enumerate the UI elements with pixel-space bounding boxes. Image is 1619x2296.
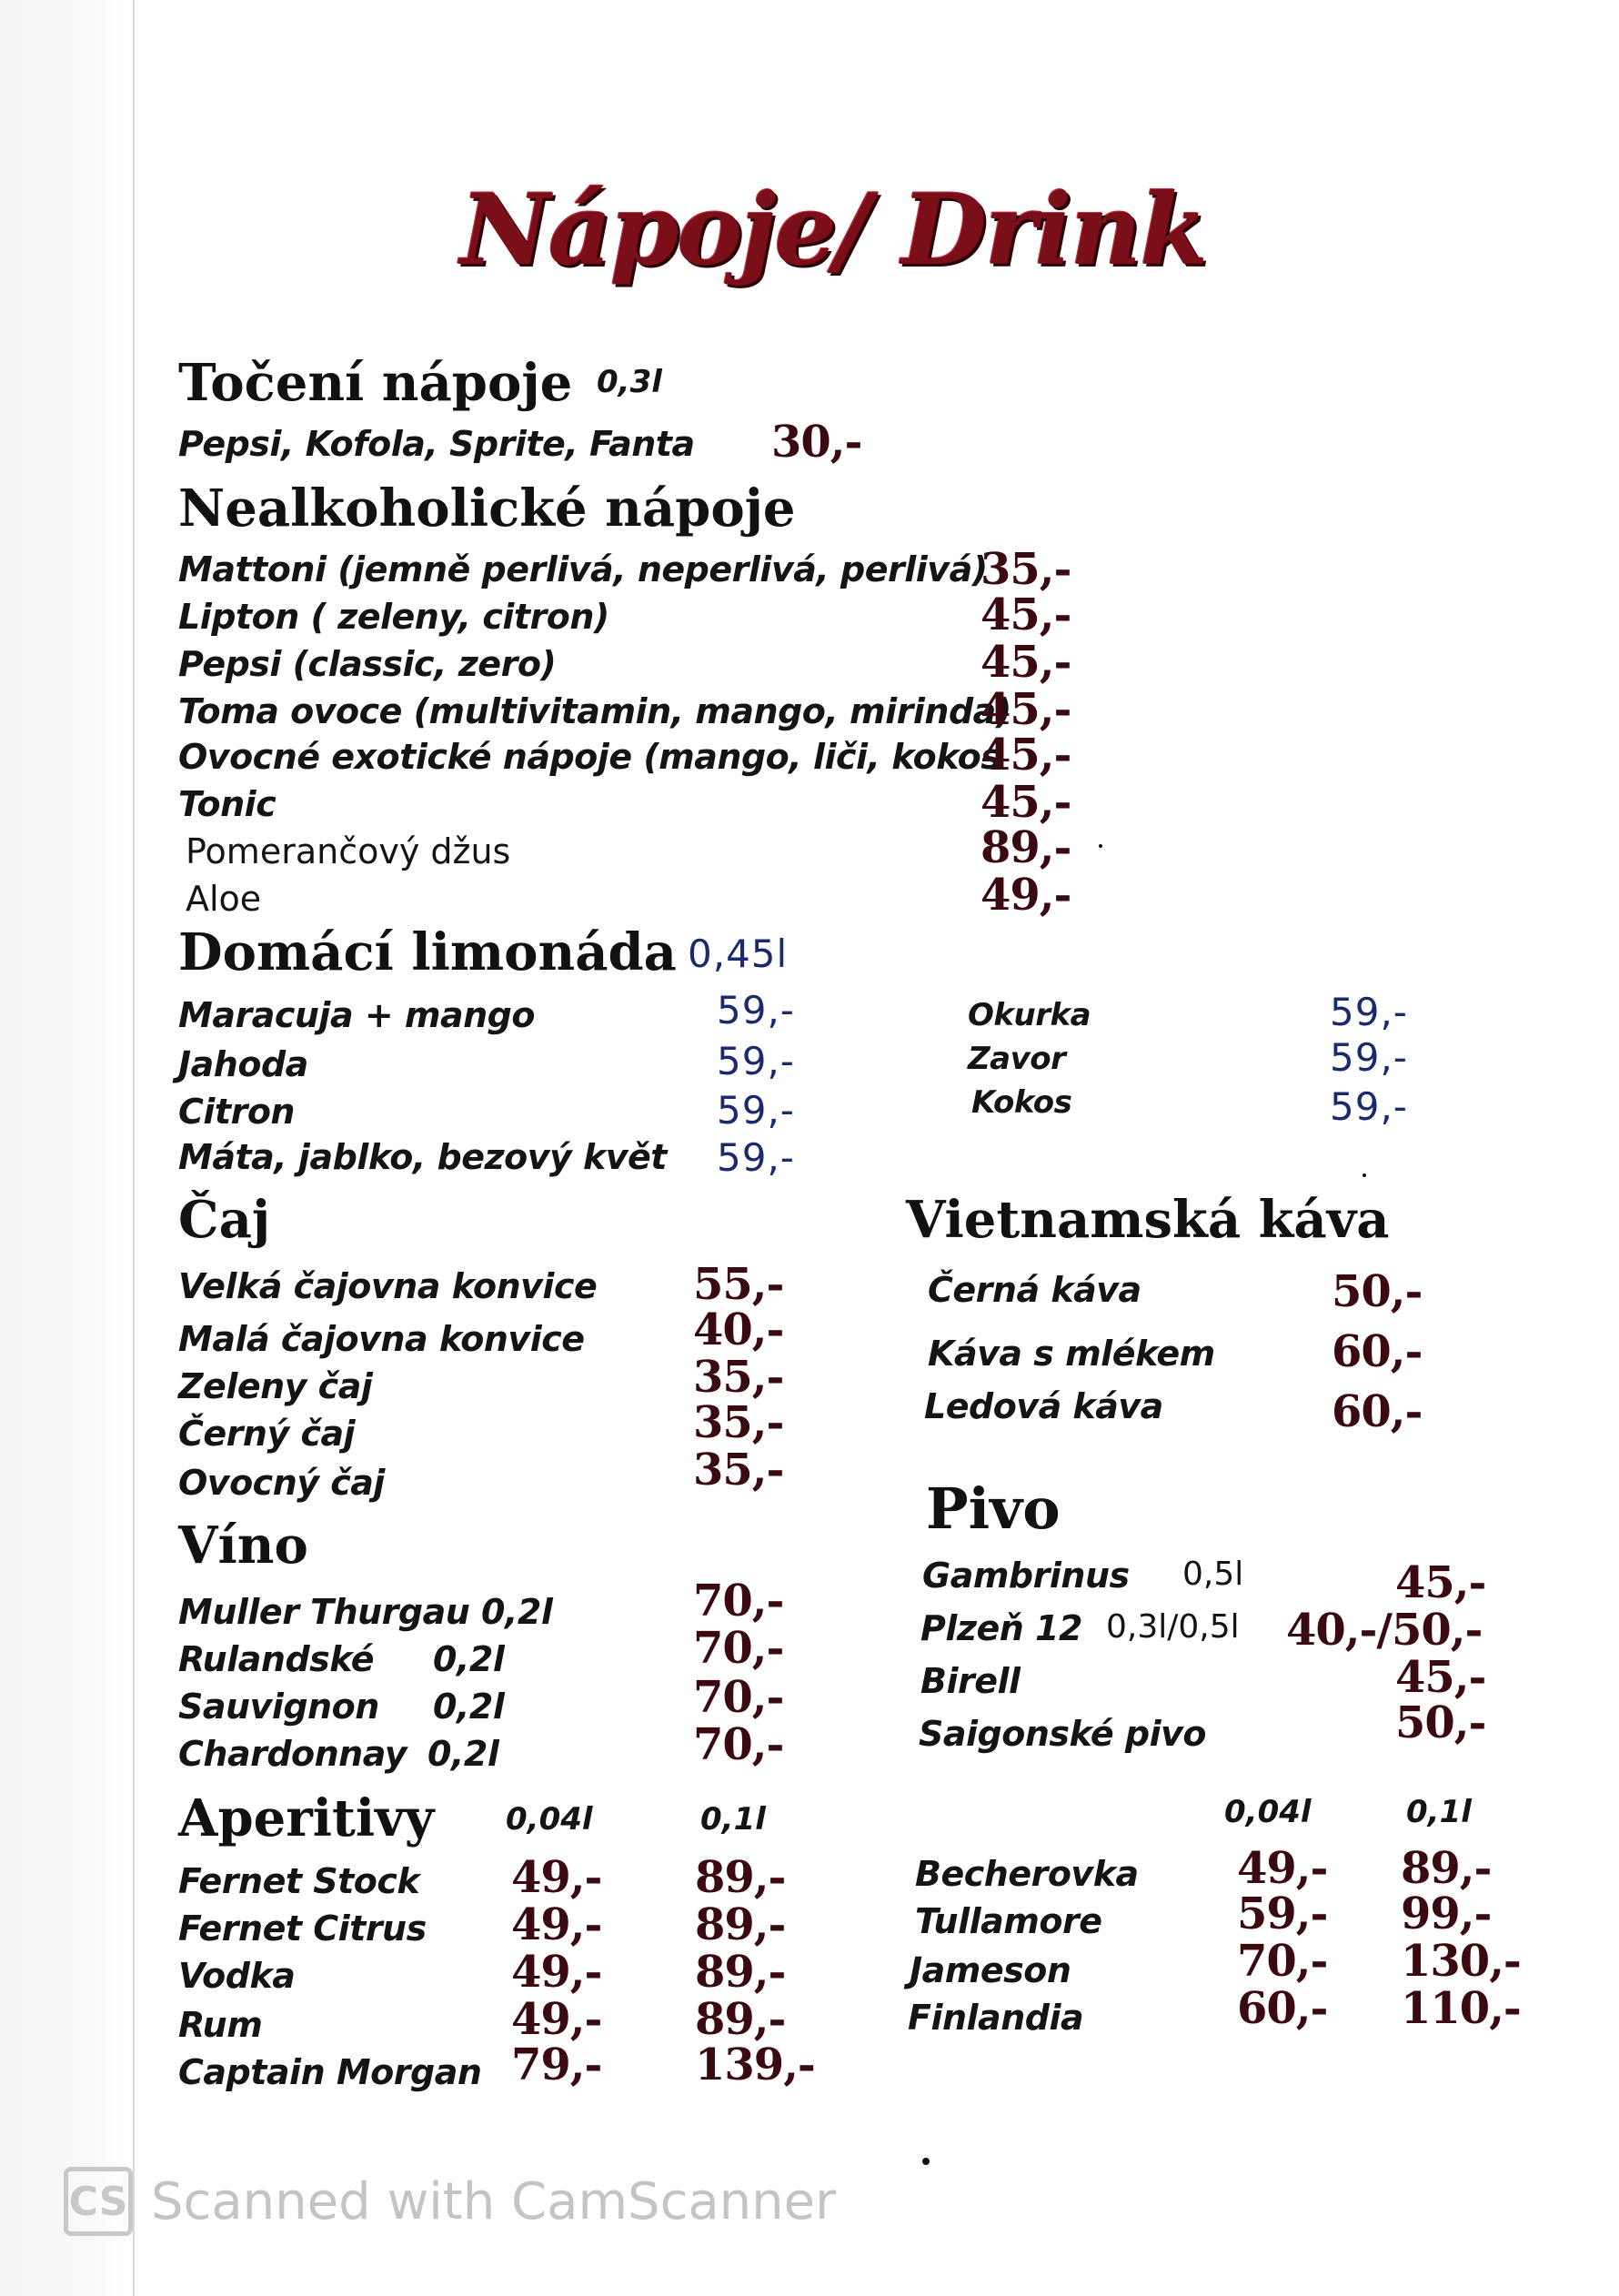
aperitivy-col2-header: 0,1l: [700, 1801, 766, 1838]
limonada-item-price: 59,-: [1330, 990, 1408, 1034]
toceni-volume: 0,3l: [597, 364, 662, 400]
aperitiv-item-price-large: 99,-: [1401, 1888, 1492, 1939]
vino-item-name: Sauvignon: [178, 1687, 379, 1727]
aperitiv-item-price-large: 89,-: [695, 1994, 786, 2045]
nealko-item-price: 45,-: [980, 777, 1071, 828]
limonada-item-price: 59,-: [717, 1135, 795, 1180]
kava-item-name: Černá káva: [928, 1270, 1141, 1310]
toceni-item-price: 30,-: [771, 417, 862, 468]
aperitiv-item-name: Fernet Citrus: [178, 1908, 427, 1949]
caj-item-name: Černý čaj: [178, 1414, 356, 1454]
aperitiv-item-price-large: 89,-: [695, 1899, 786, 1950]
aperitivy-col1-header: 0,04l: [506, 1801, 593, 1838]
limonada-item-name: Jahoda: [178, 1044, 308, 1084]
aperitiv-item-price-small: 59,-: [1237, 1888, 1328, 1939]
aperitiv-item-price-small: 49,-: [511, 1852, 602, 1903]
vino-item-volume: 0,2l: [433, 1687, 505, 1727]
vino-item-price: 70,-: [693, 1719, 784, 1770]
heading-pivo: Pivo: [926, 1475, 1061, 1542]
limonada-item-name: Citron: [178, 1092, 295, 1132]
nealko-item-price: 89,-: [980, 822, 1071, 873]
limonada-item-price: 59,-: [717, 1088, 795, 1133]
vino-item-volume: 0,2l: [427, 1734, 499, 1774]
nealko-item-name: Pomerančový džus: [186, 831, 511, 871]
nealko-item-name: Aloe: [186, 879, 262, 919]
limonada-item-name: Zavor: [968, 1041, 1066, 1077]
vino-item-price: 70,-: [693, 1672, 784, 1723]
caj-item-price: 35,-: [693, 1397, 784, 1448]
limonada-item-name: Maracuja + mango: [178, 995, 535, 1035]
aperitiv-item-price-large: 110,-: [1401, 1983, 1521, 2034]
pivo-item-price: 45,-: [1395, 1652, 1486, 1703]
pivo-item-name: Plzeň 12: [920, 1608, 1082, 1648]
caj-item-name: Velká čajovna konvice: [178, 1266, 598, 1306]
heading-caj: Čaj: [178, 1190, 271, 1250]
aperitiv-item-price-small: 49,-: [511, 1947, 602, 1998]
nealko-item-price: 45,-: [980, 684, 1071, 735]
caj-item-price: 35,-: [693, 1352, 784, 1403]
camscanner-text: Scanned with CamScanner: [151, 2171, 837, 2231]
nealko-item-name: Tonic: [178, 784, 277, 824]
limonada-item-name: Okurka: [968, 997, 1091, 1033]
aperitiv-item-name: Fernet Stock: [178, 1861, 420, 1901]
heading-aperitivy: Aperitivy: [178, 1788, 435, 1848]
aperitiv-item-name: Jameson: [910, 1950, 1071, 1990]
pivo-item-price: 50,-: [1395, 1697, 1486, 1748]
pivo-item-volume: 0,5l: [1182, 1556, 1244, 1593]
kava-item-name: Káva s mlékem: [928, 1334, 1215, 1374]
nealko-item-price: 35,-: [980, 544, 1071, 595]
nealko-item-name: Toma ovoce (multivitamin, mango, mirinda): [178, 691, 1011, 731]
aperitiv-item-price-large: 139,-: [695, 2039, 815, 2090]
limonada-item-price: 59,-: [1330, 1035, 1408, 1080]
aperitiv-item-price-small: 49,-: [511, 1994, 602, 2045]
aperitiv-item-price-small: 70,-: [1237, 1936, 1328, 1987]
aperitiv-item-name: Captain Morgan: [178, 2052, 482, 2092]
aperitiv-item-name: Vodka: [178, 1956, 296, 1996]
vino-item-name: Rulandské: [178, 1639, 374, 1679]
aperitiv-item-name: Becherovka: [915, 1854, 1139, 1894]
aperitiv-item-price-small: 49,-: [1237, 1843, 1328, 1894]
aperitiv-item-price-large: 89,-: [1401, 1843, 1492, 1894]
nealko-item-price: 49,-: [980, 870, 1071, 921]
pivo-item-volume: 0,3l/0,5l: [1106, 1608, 1240, 1646]
nealko-item-price: 45,-: [980, 730, 1071, 780]
scan-left-edge: [0, 0, 127, 2296]
aperitivy-right-col1-header: 0,04l: [1224, 1794, 1312, 1830]
caj-item-price: 35,-: [693, 1445, 784, 1495]
vino-item-price: 70,-: [693, 1576, 784, 1626]
limonada-item-price: 59,-: [717, 1039, 795, 1083]
pivo-item-name: Saigonské pivo: [919, 1714, 1207, 1754]
heading-kava: Vietnamská káva: [906, 1190, 1390, 1250]
aperitiv-item-price-large: 89,-: [695, 1852, 786, 1903]
kava-item-price: 60,-: [1332, 1326, 1423, 1377]
aperitiv-item-name: Rum: [178, 2005, 263, 2045]
limonada-item-name: Máta, jablko, bezový květ: [178, 1137, 667, 1177]
aperitiv-item-price-large: 89,-: [695, 1947, 786, 1998]
caj-item-name: Zeleny čaj: [178, 1366, 373, 1406]
aperitivy-right-col2-header: 0,1l: [1406, 1794, 1472, 1830]
kava-item-name: Ledová káva: [924, 1386, 1163, 1426]
camscanner-logo-icon: CS: [64, 2167, 133, 2236]
nealko-item-price: 45,-: [980, 589, 1071, 640]
aperitiv-item-price-small: 79,-: [511, 2039, 602, 2090]
vino-item-name: Muller Thurgau 0,2l: [178, 1592, 553, 1632]
pivo-item-name: Gambrinus: [922, 1556, 1130, 1596]
scan-dot: [1363, 1173, 1366, 1177]
heading-limonada: Domácí limonáda: [178, 922, 677, 982]
caj-item-price: 55,-: [693, 1259, 784, 1310]
kava-item-price: 60,-: [1332, 1386, 1423, 1437]
nealko-item-price: 45,-: [980, 637, 1071, 688]
heading-nealko: Nealkoholické nápoje: [178, 478, 796, 539]
limonada-volume: 0,45l: [688, 931, 789, 976]
caj-item-name: Ovocný čaj: [178, 1463, 385, 1503]
caj-item-name: Malá čajovna konvice: [178, 1319, 585, 1359]
nealko-item-name: Pepsi (classic, zero): [178, 644, 557, 684]
toceni-item-name: Pepsi, Kofola, Sprite, Fanta: [178, 424, 695, 464]
vino-item-volume: 0,2l: [433, 1639, 505, 1679]
page-title: Nápoje/ Drink: [460, 173, 1207, 287]
heading-toceni: Točení nápoje: [178, 353, 573, 413]
aperitiv-item-name: Tullamore: [915, 1901, 1102, 1941]
limonada-item-price: 59,-: [1330, 1084, 1408, 1129]
kava-item-price: 50,-: [1332, 1266, 1423, 1317]
pivo-item-price: 45,-: [1395, 1557, 1486, 1608]
aperitiv-item-name: Finlandia: [908, 1998, 1084, 2038]
vino-item-price: 70,-: [693, 1623, 784, 1674]
scan-dot: [1099, 844, 1102, 848]
limonada-item-name: Kokos: [971, 1084, 1072, 1121]
aperitiv-item-price-small: 49,-: [511, 1899, 602, 1950]
pivo-item-price: 40,-/50,-: [1286, 1605, 1483, 1656]
nealko-item-name: Mattoni (jemně perlivá, neperlivá, perlivá): [178, 549, 988, 589]
aperitiv-item-price-small: 60,-: [1237, 1983, 1328, 2034]
limonada-item-price: 59,-: [717, 988, 795, 1032]
scan-left-edge-line: [133, 0, 135, 2296]
camscanner-watermark: [64, 2167, 836, 2236]
pivo-item-name: Birell: [920, 1661, 1021, 1701]
vino-item-name: Chardonnay: [178, 1734, 407, 1774]
caj-item-price: 40,-: [693, 1304, 784, 1355]
scan-dot: [922, 2158, 930, 2165]
heading-vino: Víno: [178, 1516, 308, 1576]
nealko-item-name: Lipton ( zeleny, citron): [178, 597, 609, 637]
nealko-item-name: Ovocné exotické nápoje (mango, liči, kokos: [178, 737, 1001, 777]
aperitiv-item-price-large: 130,-: [1401, 1936, 1521, 1987]
